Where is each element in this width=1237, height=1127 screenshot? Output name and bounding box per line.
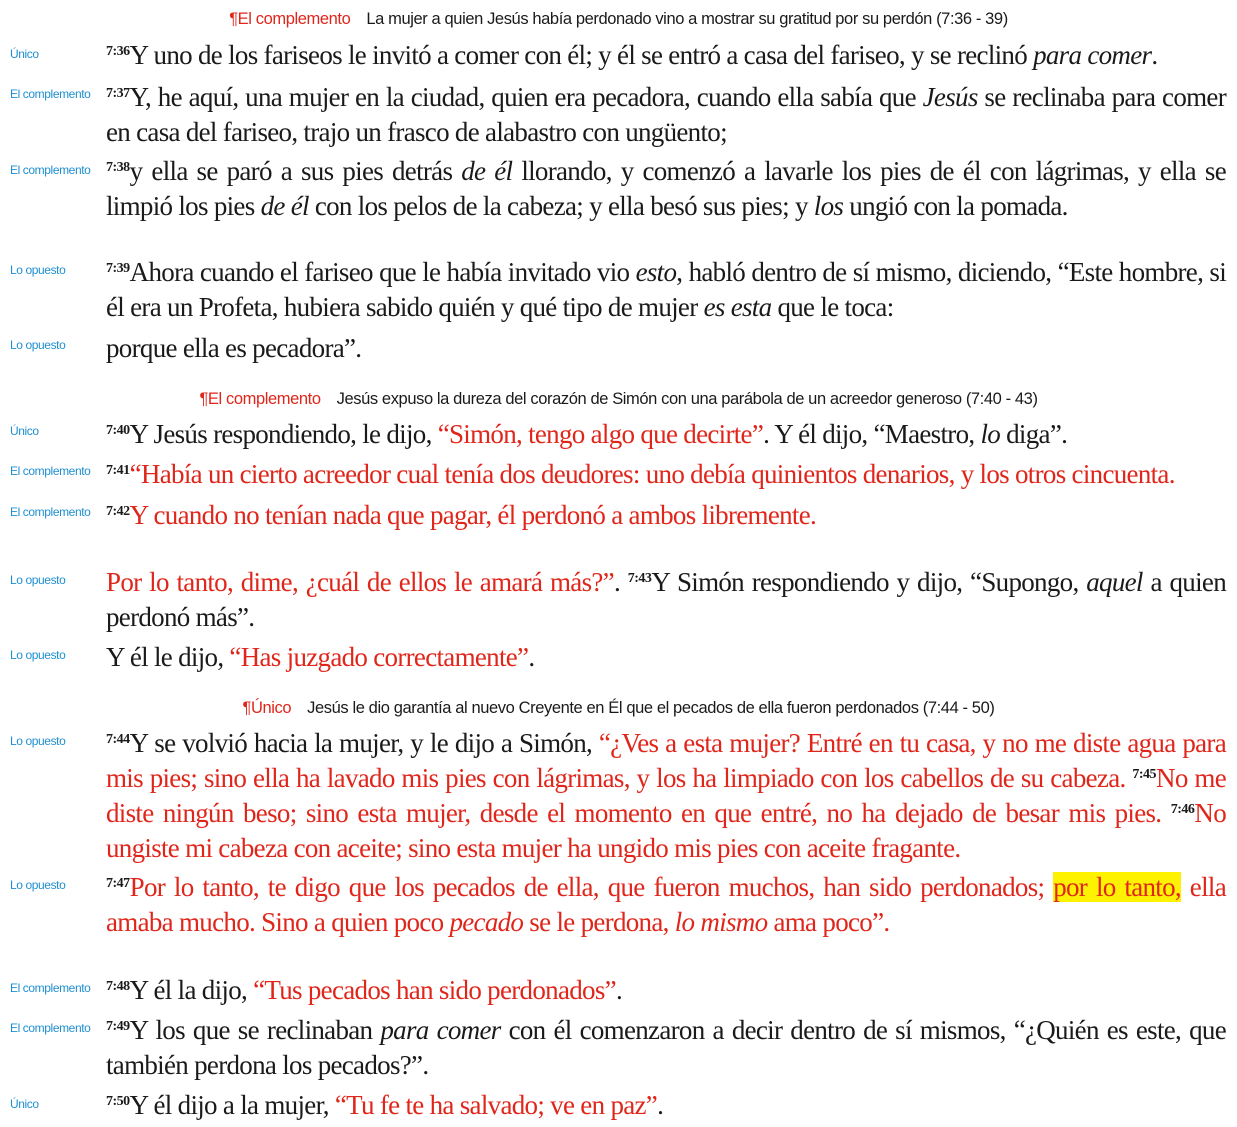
verse-tag: Lo opuesto [10,734,66,748]
verse-7-42-cont: Por lo tanto, dime, ¿cuál de ellos le amará más?”. $^{7:43}$Y Simón respondiendo y dijo, “Supongo, aquel a quien perdonó más”. [106,567,1226,632]
verse-number: 7:47 [106,876,130,891]
verse-7-47: $^{7:47}$Por lo tanto, te digo que los pecados de ella, que fueron muchos, han sido perdonados; por lo tanto, ella amaba mucho. Sino a quien poco pecado se le perdona, lo mismo ama poco”. [106,872,1226,937]
verse-number: 7:42 [106,504,130,519]
verse-tag: Único [10,1097,39,1111]
verse-number: 7:37 [106,86,130,101]
verse-number: 7:46 [1170,802,1195,817]
verse-tag: Único [10,424,39,438]
verse-tag: El complemento [10,981,91,995]
verse-number: 7:39 [106,261,130,276]
section-heading [0,390,1237,409]
verse-number: 7:40 [106,423,130,438]
section-label: ¶El complemento [199,390,321,408]
verse-7-42: $^{7:42}$Y cuando no tenían nada que pagar, él perdonó a ambos libremente. [106,500,817,530]
verse-number: 7:50 [106,1094,130,1109]
verse-7-39: $^{7:39}$Ahora cuando el fariseo que le había invitado vio esto, habló dentro de sí mismo, diciendo, “Este hombre, si él era un Profeta, hubiera sabido quién y qué tipo de mujer es esta que le toca: [106,257,1226,322]
section-heading [0,10,1237,29]
verse-7-48: $^{7:48}$Y él la dijo, “Tus pecados han sido perdonados”. [106,975,622,1005]
section-title: La mujer a quien Jesús había perdonado vino a mostrar su gratitud por su perdón (7:36 - 39) [366,10,1008,28]
verse-7-50: $^{7:50}$Y él dijo a la mujer, “Tu fe te ha salvado; ve en paz”. [106,1090,664,1120]
verse-tag: El complemento [10,1021,91,1035]
verse-7-38: $^{7:38}$y ella se paró a sus pies detrás de él llorando, y comenzó a lavarle los pies de él con lágrimas, y ella se limpió los pies de él con los pelos de la cabeza; y ella besó sus pies; y los ungió con la pomada. [106,156,1226,221]
verse-tag: El complemento [10,464,91,478]
verse-7-41: $^{7:41}$“Había un cierto acreedor cual tenía dos deudores: uno debía quinientos denarios, y los otros cincuenta. [106,459,1175,489]
verse-7-49: $^{7:49}$Y los que se reclinaban para comer con él comenzaron a decir dentro de sí mismos, “¿Quién es este, que también perdona los pecados?”. [106,1015,1226,1080]
section-title: Jesús le dio garantía al nuevo Creyente en Él que el pecados de ella fueron perdonados (7:44 - 50) [307,699,995,717]
verse-number: 7:44 [106,732,130,747]
verse-tag: El complemento [10,163,91,177]
verse-tag: Lo opuesto [10,648,66,662]
section-heading [0,699,1237,718]
section-label: ¶Único [242,699,292,717]
verse-tag: El complemento [10,505,91,519]
verse-tag: Lo opuesto [10,878,66,892]
verse-number: 7:41 [106,463,130,478]
verse-7-43-cont: Y él le dijo, “Has juzgado correctamente”. [106,642,535,672]
verse-7-36: $^{7:36}$Y uno de los fariseos le invitó a comer con él; y él se entró a casa del fariseo, y se reclinó para comer. [106,40,1158,70]
verse-tag: Lo opuesto [10,338,66,352]
verse-number: 7:45 [1132,767,1157,782]
highlighted-text: por lo tanto, [1053,872,1181,902]
section-title: Jesús expuso la dureza del corazón de Simón con una parábola de un acreedor generoso (7:40 - 43) [336,390,1038,408]
verse-tag: Lo opuesto [10,263,66,277]
verse-7-37: $^{7:37}$Y, he aquí, una mujer en la ciudad, quien era pecadora, cuando ella sabía que Jesús se reclinaba para comer en casa del fariseo, trajo un frasco de alabastro con ungüento; [106,82,1227,147]
verse-number: 7:48 [106,979,130,994]
section-label: ¶El complemento [229,10,351,28]
verse-tag: El complemento [10,87,91,101]
verse-number: 7:38 [106,160,130,175]
verse-number: 7:49 [106,1019,130,1034]
verse-tag: Lo opuesto [10,573,66,587]
verse-number: 7:36 [106,44,130,59]
verse-tag: Único [10,47,39,61]
verse-7-40: $^{7:40}$Y Jesús respondiendo, le dijo, “Simón, tengo algo que decirte”. Y él dijo, “Maestro, lo diga”. [106,419,1068,449]
verse-7-39-cont: porque ella es pecadora”. [106,333,362,363]
verse-7-44: $^{7:44}$Y se volvió hacia la mujer, y le dijo a Simón, “¿Ves a esta mujer? Entré en tu casa, y no me diste agua para mis pies; sino ella ha lavado mis pies con lágrimas, y los ha limpiado con los cabellos de su cabeza. $^{7:45}$No me diste ningún beso; sino esta mujer, desde el momento en que entré, no ha dejado de besar mis pies. $^{7:46}$No ungiste mi cabeza con aceite; sino esta mujer ha ungido mis pies con aceite fragante. [106,728,1226,863]
verse-number: 7:43 [627,571,652,586]
